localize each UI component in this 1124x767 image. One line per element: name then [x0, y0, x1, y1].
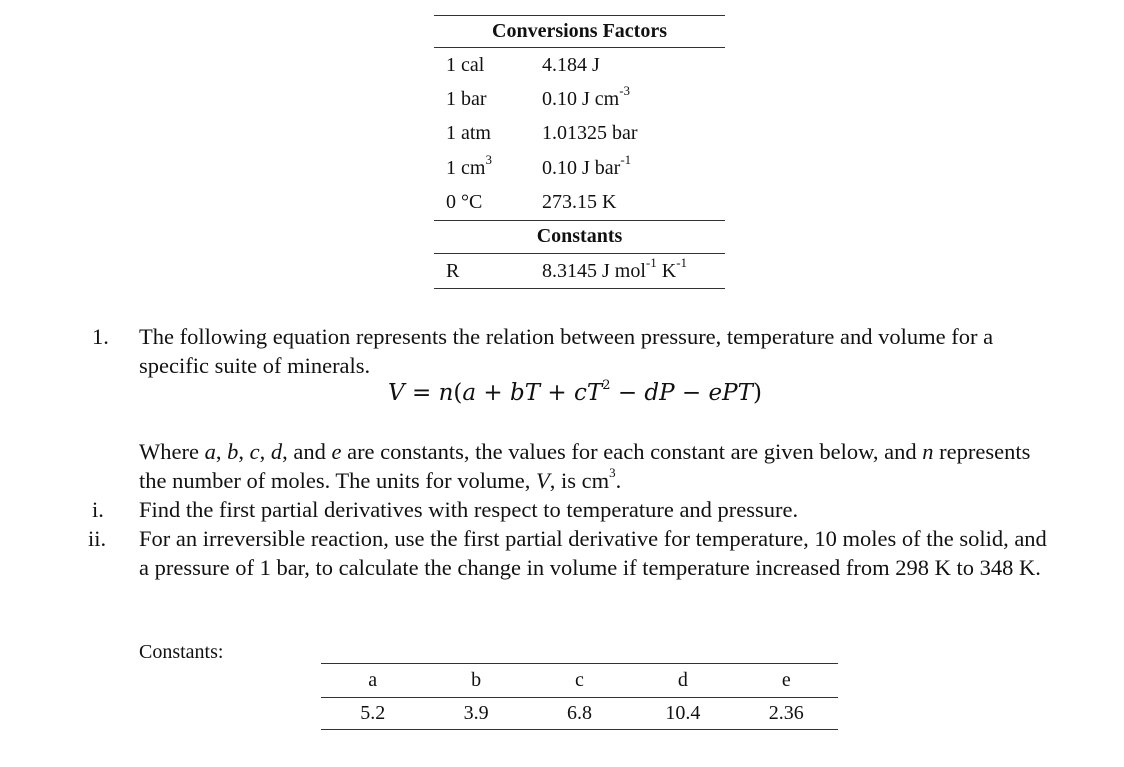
- constant-value: 2.36: [735, 698, 838, 730]
- conversion-value: 0.10 J bar$^{-1}$: [542, 152, 632, 179]
- conversion-row: [434, 186, 725, 221]
- conversion-row: [434, 151, 725, 185]
- constants-description: Where a, b, c, d, and e are constants, the values for each constant are given below, and n represents the number of moles. The units for volume, V, is $cm^3$.: [139, 439, 1031, 493]
- conversion-unit: 0 °C: [446, 191, 483, 214]
- constants-header-row: [321, 664, 838, 698]
- constant-header: e: [735, 664, 838, 698]
- part-text: Find the first partial derivatives with respect to temperature and pressure.: [139, 497, 799, 522]
- part-marker: ii.: [88, 526, 107, 551]
- gas-constant-row: [434, 253, 725, 288]
- constants-header: [434, 220, 725, 253]
- constant-value: 3.9: [424, 698, 527, 730]
- conversion-factors-header: [434, 16, 725, 48]
- conversion-row: [434, 48, 725, 83]
- question-intro: The following equation represents the relation between pressure, temperature and volume for a specific suite of minerals.: [139, 324, 994, 378]
- conversion-unit: 1 $cm^3$: [446, 152, 492, 179]
- constant-header: d: [631, 664, 734, 698]
- constant-value: 10.4: [631, 698, 734, 730]
- part-marker: i.: [92, 497, 104, 522]
- constants-value-row: [321, 698, 838, 730]
- constant-value: 6.8: [528, 698, 631, 730]
- conversion-factors-title: Conversions Factors: [434, 16, 725, 48]
- constant-value: 8.3145 J mol$^{-1}$ $K^{-1}$: [542, 253, 725, 288]
- constant-value: 5.2: [321, 698, 424, 730]
- conversion-value: 273.15 K: [542, 191, 617, 214]
- conversion-value: 0.10 J $cm^{-3}$: [542, 83, 631, 111]
- constants-title: Constants: [434, 220, 725, 253]
- conversion-row: [434, 117, 725, 151]
- conversion-value: 1.01325 bar: [542, 122, 638, 145]
- constants-label: Constants:: [139, 641, 224, 663]
- volume-equation: V = n(a + bT + $cT^2$ − dP − ePT): [388, 378, 762, 406]
- constant-header: b: [424, 664, 527, 698]
- conversion-unit: 1 atm: [446, 122, 491, 145]
- conversion-row: [434, 82, 725, 116]
- constant-header: c: [528, 664, 631, 698]
- conversion-unit: 1 bar: [446, 88, 487, 111]
- constant-header: a: [321, 664, 424, 698]
- conversion-unit: 1 cal: [446, 53, 485, 76]
- conversion-factors-table: [434, 15, 725, 289]
- constants-values-table: [321, 663, 838, 730]
- constant-symbol: R: [434, 253, 542, 288]
- question-number: 1.: [92, 324, 109, 349]
- part-text: For an irreversible reaction, use the first partial derivative for temperature, 10 moles of the solid, and a pressure of 1 bar, to calculate the change in volume if temperature increased from 298 K to 348 K.: [139, 526, 1047, 580]
- conversion-value: 4.184 J: [542, 53, 600, 76]
